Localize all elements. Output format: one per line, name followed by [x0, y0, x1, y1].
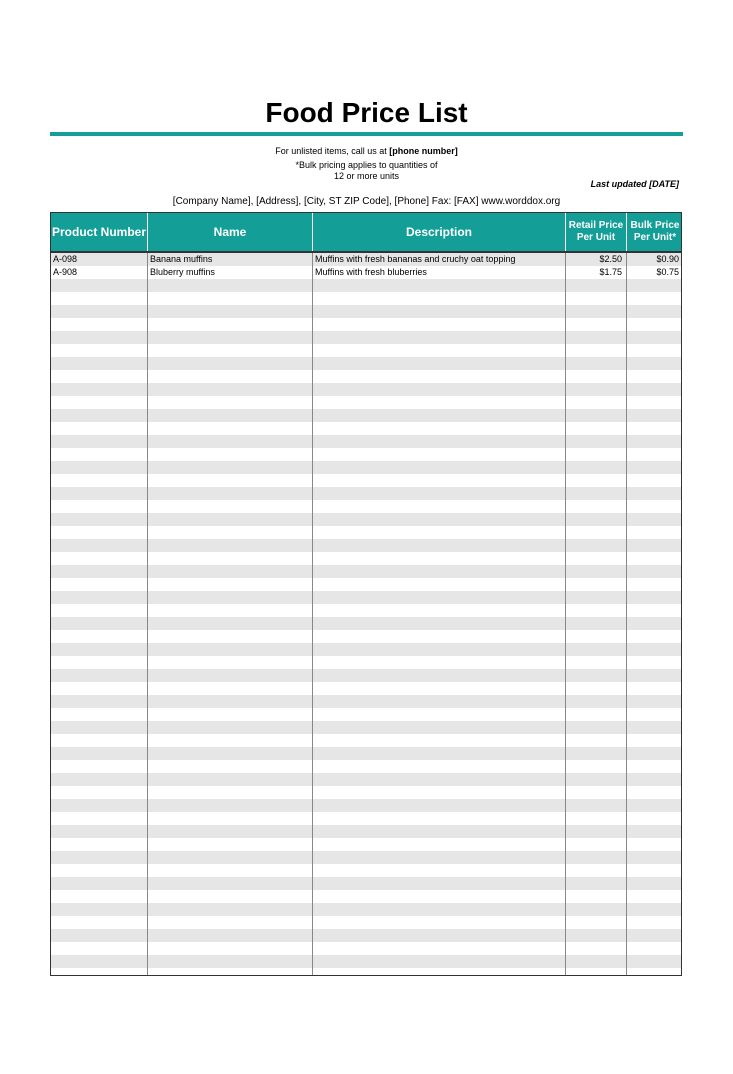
column-divider [312, 253, 313, 975]
table-cell: Muffins with fresh bluberries [315, 267, 427, 277]
table-cell: $0.75 [656, 267, 679, 277]
column-divider [626, 253, 627, 975]
table-row [51, 669, 681, 682]
table-row [51, 526, 681, 539]
table-row [51, 877, 681, 890]
column-divider [565, 253, 566, 975]
table-body [51, 253, 681, 976]
bulk-note-line2: 12 or more units [333, 171, 400, 181]
table-cell: Muffins with fresh bananas and cruchy oat topping [315, 254, 516, 264]
col-retail-price: Retail Price Per Unit [566, 213, 627, 251]
table-row [51, 292, 681, 305]
table-row [51, 552, 681, 565]
table-row [51, 305, 681, 318]
bulk-note-line1: *Bulk pricing applies to quantities of [295, 160, 438, 170]
table-row [51, 578, 681, 591]
table-row [51, 487, 681, 500]
table-row [51, 422, 681, 435]
table-row [51, 734, 681, 747]
table-row [51, 370, 681, 383]
unlisted-prefix: For unlisted items, call us at [275, 146, 387, 156]
table-row [51, 435, 681, 448]
table-row [51, 903, 681, 916]
table-row [51, 955, 681, 968]
table-row [51, 630, 681, 643]
column-divider [147, 253, 148, 975]
table-cell: $1.75 [599, 267, 622, 277]
table-row [51, 838, 681, 851]
col-bulk-price: Bulk Price Per Unit* [630, 220, 680, 243]
table-header [51, 213, 681, 253]
table-row [51, 825, 681, 838]
table-row [51, 773, 681, 786]
table-row [51, 812, 681, 825]
table-row [51, 968, 681, 976]
table-row [51, 565, 681, 578]
col-name: Name [148, 213, 313, 251]
table-row [51, 708, 681, 721]
table-row [51, 279, 681, 292]
table-row [51, 253, 681, 266]
table-row [51, 617, 681, 630]
table-row [51, 695, 681, 708]
phone-number: [phone number] [389, 146, 458, 156]
table-cell: $2.50 [599, 254, 622, 264]
table-row [51, 786, 681, 799]
title-underline [50, 132, 683, 136]
table-row [51, 266, 681, 279]
table-row [51, 539, 681, 552]
table-row [51, 682, 681, 695]
table-row [51, 916, 681, 929]
col-product-number: Product Number [51, 213, 148, 251]
table-row [51, 383, 681, 396]
table-row [51, 448, 681, 461]
last-updated: Last updated [DATE] [590, 179, 679, 189]
table-row [51, 344, 681, 357]
table-row [51, 604, 681, 617]
table-row [51, 656, 681, 669]
table-row [51, 357, 681, 370]
table-row [51, 396, 681, 409]
table-row [51, 500, 681, 513]
table-row [51, 760, 681, 773]
company-info: [Company Name], [Address], [City, ST ZIP Code], [Phone] Fax: [FAX] www.worddox.org [172, 196, 561, 207]
table-row [51, 929, 681, 942]
table-row [51, 474, 681, 487]
table-cell: Bluberry muffins [150, 267, 215, 277]
table-row [51, 591, 681, 604]
table-row [51, 643, 681, 656]
table-row [51, 331, 681, 344]
table-row [51, 461, 681, 474]
col-description: Description [313, 213, 566, 251]
table-row [51, 409, 681, 422]
table-cell: A-908 [53, 267, 78, 277]
page-title: Food Price List [265, 97, 468, 128]
table-cell: $0.90 [656, 254, 679, 264]
table-row [51, 318, 681, 331]
unlisted-items-note [0, 146, 733, 156]
table-row [51, 851, 681, 864]
table-row [51, 890, 681, 903]
table-cell: A-098 [53, 254, 78, 264]
table-row [51, 864, 681, 877]
table-row [51, 721, 681, 734]
table-row [51, 513, 681, 526]
table-row [51, 747, 681, 760]
table-cell: Banana muffins [150, 254, 213, 264]
table-row [51, 799, 681, 812]
table-row [51, 942, 681, 955]
price-table [50, 212, 682, 976]
